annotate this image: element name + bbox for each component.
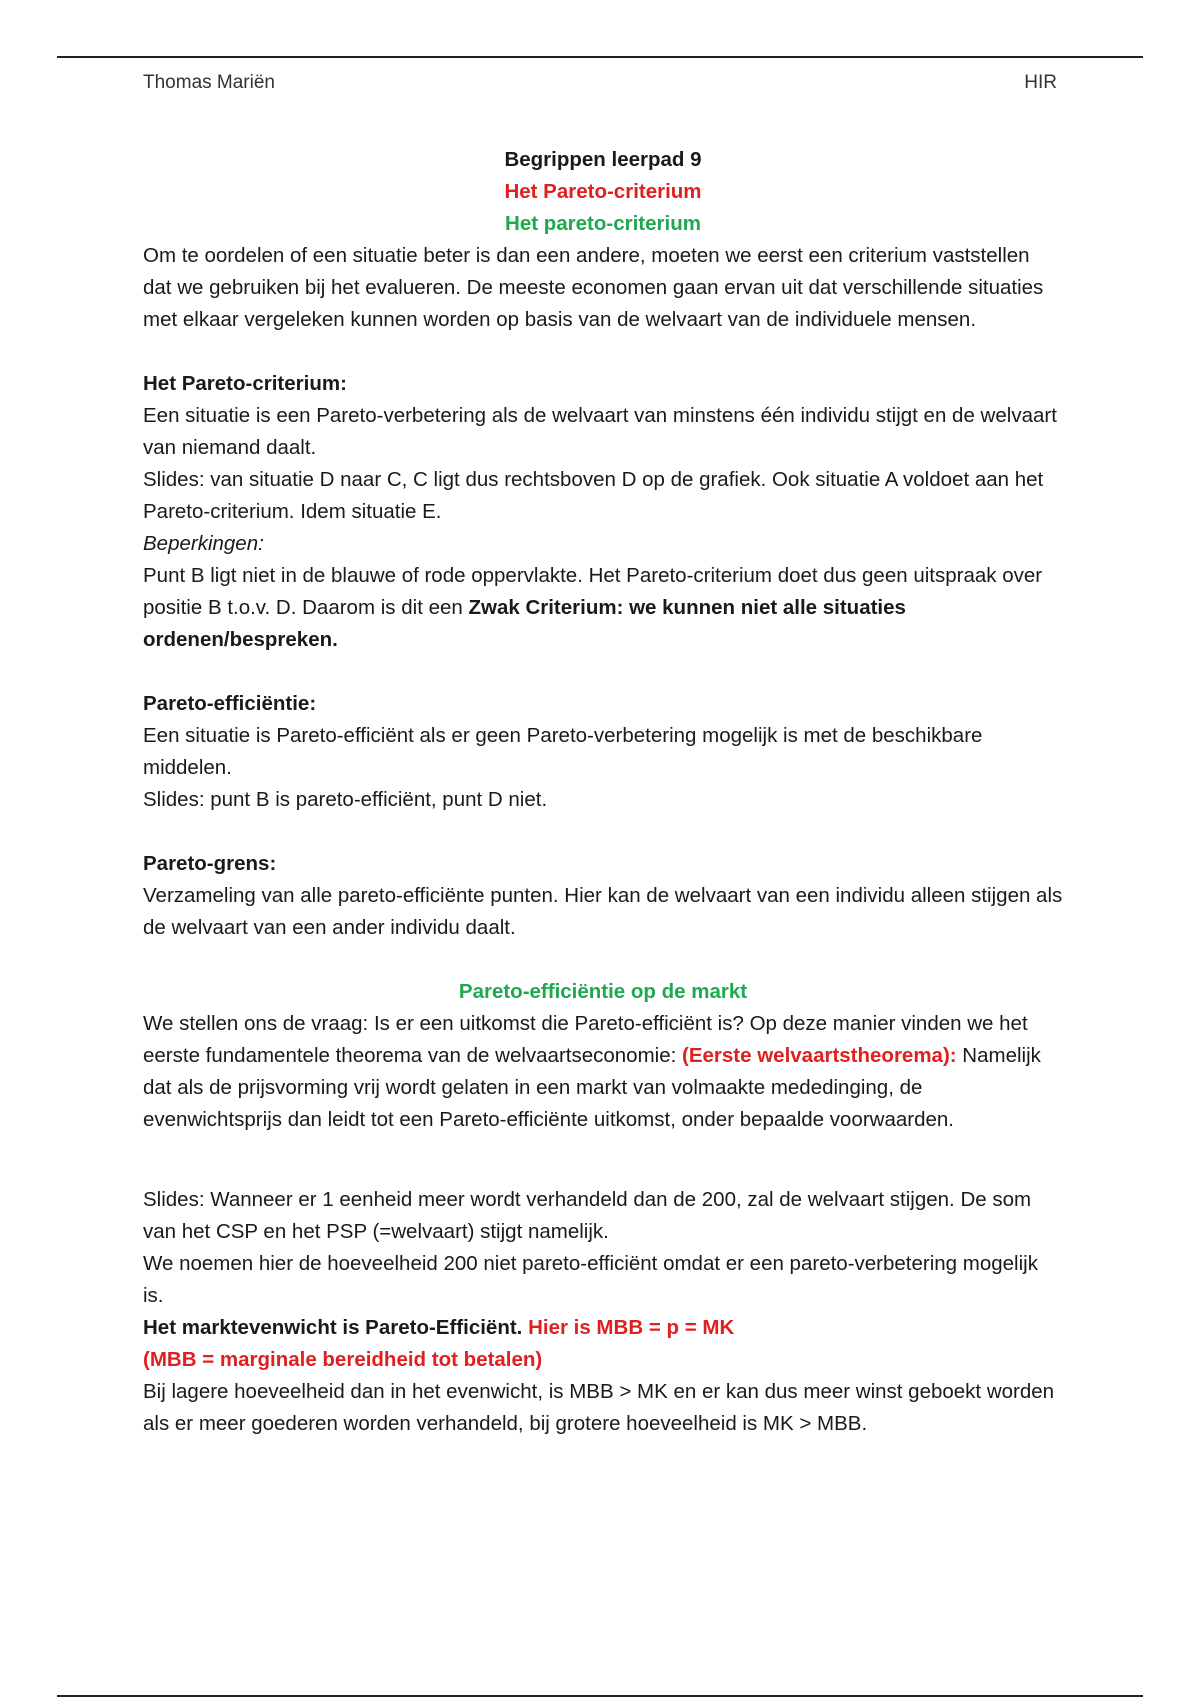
- grens-heading: Pareto-grens:: [143, 852, 277, 875]
- document-title: Begrippen leerpad 9: [504, 148, 702, 171]
- markt-heading: Pareto-efficiëntie op de markt: [458, 980, 748, 1003]
- limits-bold: Zwak Criterium: we kunnen niet alle situaties ordenen/bespreken.: [143, 596, 906, 651]
- efficientie-heading: Pareto-efficiëntie:: [143, 692, 317, 715]
- grens-definition: Verzameling van alle pareto-efficiënte punten. Hier kan de welvaart van een individu alleen stijgen als de welvaart van een ander individu daalt.: [143, 884, 1063, 939]
- document-body: [143, 144, 1063, 1440]
- efficientie-slides: Slides: punt B is pareto-efficiënt, punt D niet.: [143, 788, 548, 811]
- marktevenwicht-statement: Het marktevenwicht is Pareto-Efficiënt.: [143, 1316, 523, 1339]
- criterium-definition: Een situatie is een Pareto-verbetering als de welvaart van minstens één individu stijgt en de welvaart van niemand daalt.: [143, 404, 1057, 459]
- author-name: Thomas Mariën: [143, 72, 275, 93]
- page-header: [143, 72, 1057, 94]
- course-code: HIR: [1024, 72, 1057, 93]
- criterium-heading: Het Pareto-criterium:: [143, 372, 347, 395]
- markt-paragraph: [143, 1008, 1063, 1136]
- red-section-title: Het Pareto-criterium: [504, 180, 702, 203]
- limits-text: Punt B ligt niet in de blauwe of rode oppervlakte. Het Pareto-criterium doet dus geen uitspraak over positie B t.o.v. D. Daarom is dit een: [143, 564, 1043, 619]
- mbb-equation: Hier is MBB = p = MK: [522, 1316, 735, 1339]
- marktevenwicht-line: [143, 1312, 1063, 1344]
- markt-text-after: Namelijk dat als de prijsvorming vrij wordt gelaten in een markt van volmaakte mededinging, de evenwichtsprijs dan leidt tot een Pareto-efficiënte uitkomst, onder bepaalde voorwaarden.: [143, 1044, 1041, 1131]
- limits-label: Beperkingen:: [143, 532, 264, 555]
- mbb-definition: (MBB = marginale bereidheid tot betalen): [143, 1348, 543, 1371]
- markt-text-before: We stellen ons de vraag: Is er een uitkomst die Pareto-efficiënt is? Op deze manier vinden we het eerste fundamentele theorema van de welvaartseconomie:: [143, 1012, 1028, 1067]
- criterium-slides: Slides: van situatie D naar C, C ligt dus rechtsboven D op de grafiek. Ook situatie A voldoet aan het Pareto-criterium. Idem situatie E.: [143, 468, 1044, 523]
- welvaartstheorema-label: (Eerste welvaartstheorema):: [682, 1044, 957, 1067]
- slides2-paragraph-2: We noemen hier de hoeveelheid 200 niet pareto-efficiënt omdat er een pareto-verbetering mogelijk is.: [143, 1252, 1038, 1307]
- footer-rule: [57, 1695, 1143, 1697]
- header-rule: [57, 56, 1143, 58]
- green-section-title: Het pareto-criterium: [505, 212, 701, 235]
- efficientie-definition: Een situatie is Pareto-efficiënt als er geen Pareto-verbetering mogelijk is met de beschikbare middelen.: [143, 724, 983, 779]
- slides2-paragraph-3: Bij lagere hoeveelheid dan in het evenwicht, is MBB > MK en er kan dus meer winst geboekt worden als er meer goederen worden verhandeld, bij grotere hoeveelheid is MK > MBB.: [143, 1380, 1055, 1435]
- intro-paragraph: Om te oordelen of een situatie beter is dan een andere, moeten we eerst een criterium vaststellen dat we gebruiken bij het evalueren. De meeste economen gaan ervan uit dat verschillende situaties met elkaar vergeleken kunnen worden op basis van de welvaart van de individuele mensen.: [143, 244, 1044, 331]
- limits-paragraph: [143, 560, 1063, 656]
- slides2-paragraph-1: Slides: Wanneer er 1 eenheid meer wordt verhandeld dan de 200, zal de welvaart stijgen. De som van het CSP en het PSP (=welvaart) stijgt namelijk.: [143, 1188, 1032, 1243]
